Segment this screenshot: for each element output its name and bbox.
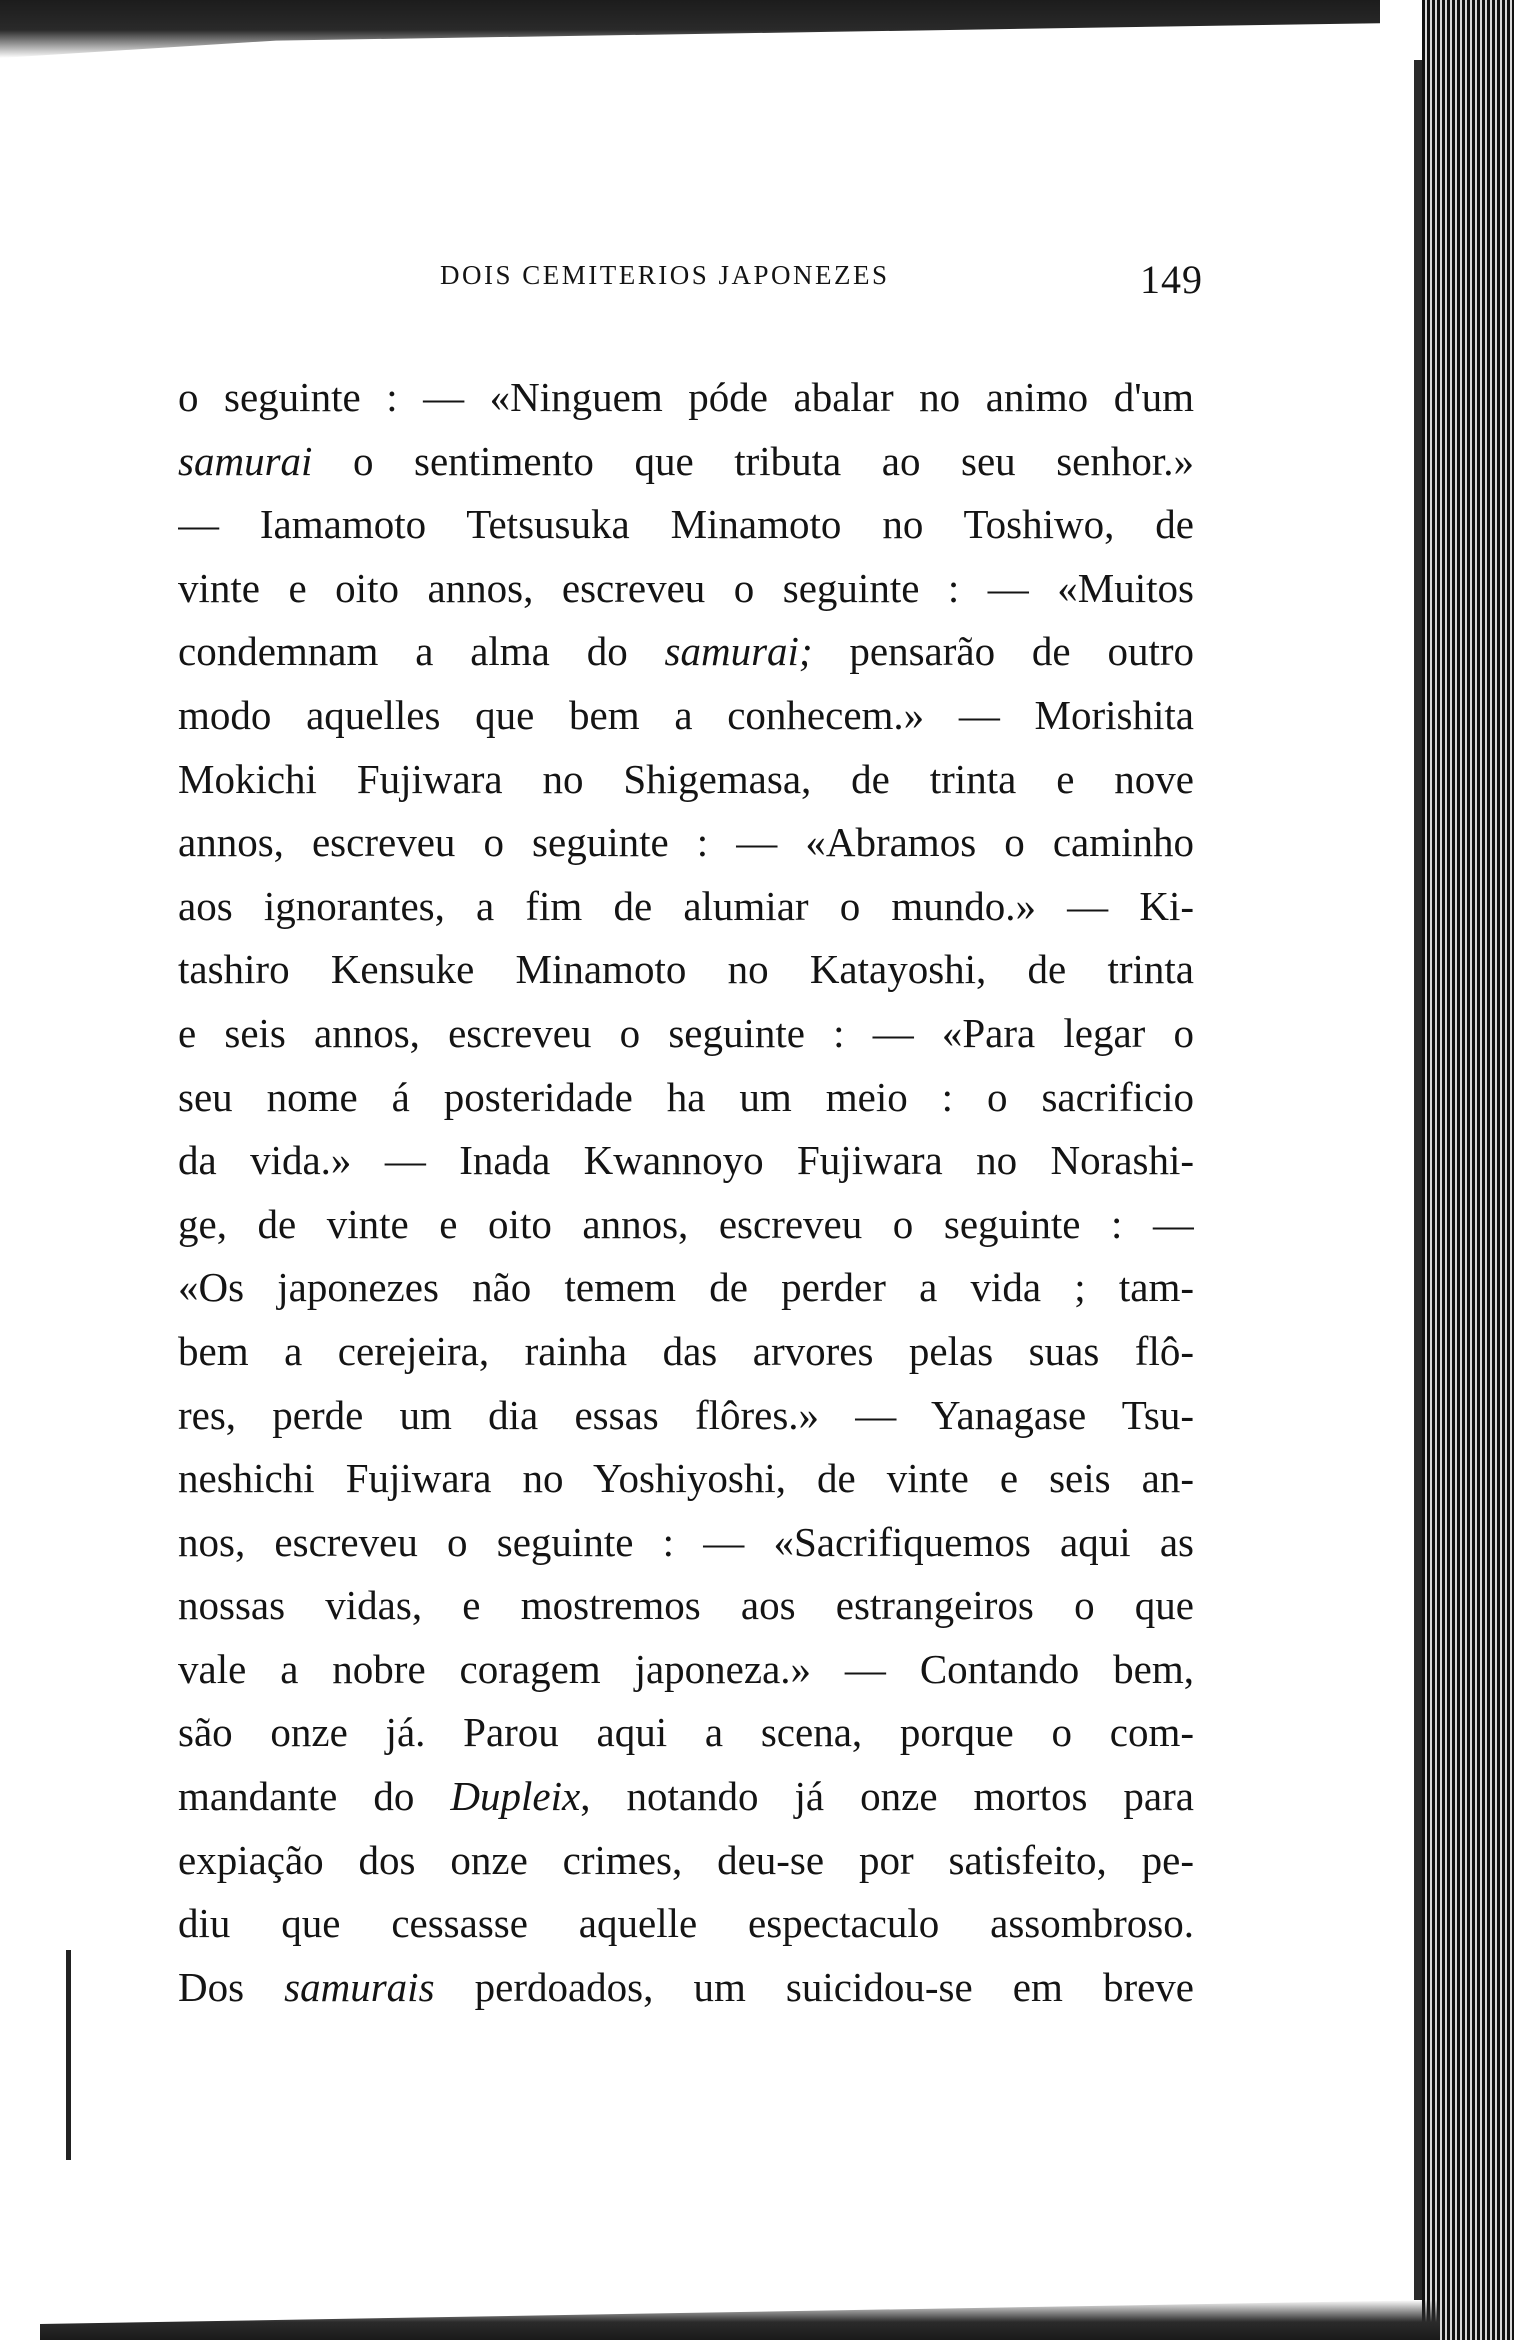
- text-line: [178, 1765, 1194, 1829]
- text-line: Mokichi Fujiwara no Shigemasa, de trinta e nove: [178, 755, 1194, 802]
- italic-term: samurai: [178, 437, 313, 484]
- text-line: ge, de vinte e oito annos, escreveu o seguinte : —: [178, 1200, 1194, 1247]
- line-segment: pensarão de outro: [812, 628, 1194, 675]
- text-line: [178, 430, 1194, 494]
- text-line: da vida.» — Inada Kwannoyo Fujiwara no Norashi-: [178, 1137, 1194, 1184]
- text-line: nossas vidas, e mostremos aos estrangeiros o que: [178, 1582, 1194, 1629]
- running-head: [0, 257, 1420, 302]
- running-title: DOIS CEMITERIOS JAPONEZES: [440, 260, 890, 290]
- line-segment: mandante do: [178, 1773, 451, 1820]
- scan-page-edges: [1422, 0, 1514, 2340]
- text-line: seu nome á posteridade ha um meio : o sacrificio: [178, 1073, 1194, 1120]
- text-line: res, perde um dia essas flôres.» — Yanagase Tsu-: [178, 1391, 1194, 1438]
- scan-bottom-shadow: [40, 2300, 1440, 2340]
- text-line: expiação dos onze crimes, deu-se por satisfeito, pe-: [178, 1836, 1194, 1883]
- line-segment: , notando já onze mortos para: [580, 1773, 1194, 1820]
- text-line: [178, 1956, 1194, 2020]
- line-segment: o sentimento que tributa ao seu senhor.»: [312, 437, 1194, 484]
- line-segment: perdoados, um suicidou-se em breve: [434, 1963, 1194, 2010]
- scan-spine-line: [1414, 60, 1422, 2300]
- line-segment: condemnam a alma do: [178, 628, 665, 675]
- text-line: o seguinte : — «Ninguem póde abalar no animo d'um: [178, 374, 1194, 420]
- page-number: 149: [1140, 257, 1203, 302]
- italic-term: Dupleix: [450, 1773, 581, 1820]
- text-line: — Iamamoto Tetsusuka Minamoto no Toshiwo, de: [178, 501, 1194, 548]
- text-line: «Os japonezes não temem de perder a vida ; tam-: [178, 1264, 1194, 1311]
- line-segment: Dos: [178, 1963, 285, 2010]
- text-line: nos, escreveu o seguinte : — «Sacrifiquemos aqui as: [178, 1518, 1194, 1565]
- text-line: bem a cerejeira, rainha das arvores pelas suas flô-: [178, 1327, 1194, 1374]
- text-line: [178, 620, 1194, 684]
- text-line: diu que cessasse aquelle espectaculo assombroso.: [178, 1900, 1194, 1947]
- text-line: tashiro Kensuke Minamoto no Katayoshi, de trinta: [178, 946, 1194, 993]
- text-line: modo aquelles que bem a conhecem.» — Morishita: [178, 691, 1194, 738]
- italic-term: samurai;: [664, 628, 813, 675]
- text-line: neshichi Fujiwara no Yoshiyoshi, de vinte e seis an-: [178, 1455, 1194, 1502]
- text-line: e seis annos, escreveu o seguinte : — «Para legar o: [178, 1009, 1194, 1056]
- text-line: são onze já. Parou aqui a scena, porque o com-: [178, 1709, 1194, 1756]
- text-line: vale a nobre coragem japoneza.» — Contando bem,: [178, 1645, 1194, 1692]
- body-text: [178, 366, 1194, 2019]
- text-line: aos ignorantes, a fim de alumiar o mundo.» — Ki-: [178, 882, 1194, 929]
- scan-top-shadow: [0, 0, 1380, 58]
- italic-term: samurais: [284, 1963, 435, 2010]
- text-line: vinte e oito annos, escreveu o seguinte : — «Muitos: [178, 564, 1194, 611]
- text-line: annos, escreveu o seguinte : — «Abramos o caminho: [178, 819, 1194, 866]
- scan-gutter-mark: [66, 1950, 71, 2160]
